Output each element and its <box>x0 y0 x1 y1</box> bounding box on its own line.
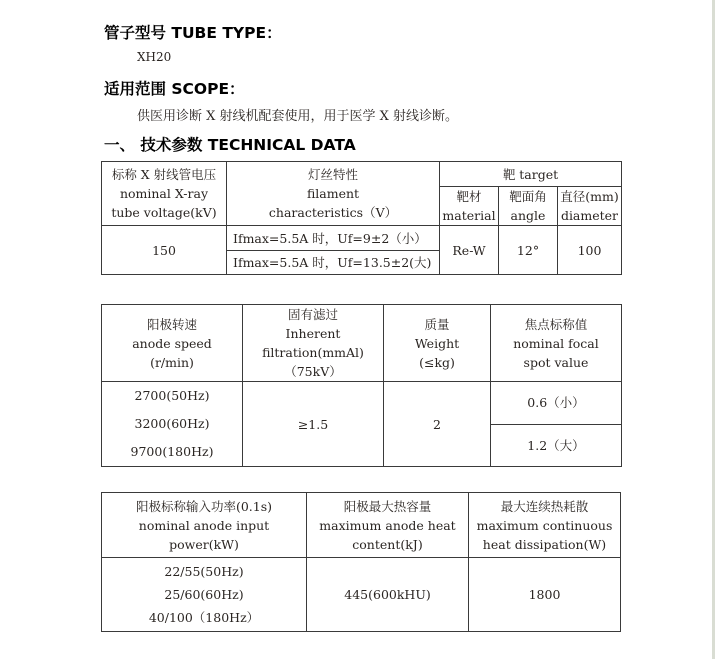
tube-type-heading: 管子型号 TUBE TYPE： <box>104 24 282 42</box>
page-edge-scrollbar <box>712 0 715 659</box>
technical-data-heading: 一、 技术参数 TECHNICAL DATA <box>104 136 356 154</box>
header-angle: 靶面角 angle <box>499 187 558 226</box>
header-weight: 质量 Weight (≤kg) <box>384 305 491 382</box>
cell-anode-input-powers: 22/55(50Hz) 25/60(60Hz) 40/100（180Hz） <box>102 558 307 632</box>
cell-focal-small: 0.6（小） <box>491 382 622 425</box>
anode-power-heat-table <box>101 492 621 632</box>
tube-voltage-filament-target-table <box>101 161 622 275</box>
header-filtration: 固有滤过 Inherent filtration(mmAl) （75kV） <box>243 305 384 382</box>
cell-voltage: 150 <box>102 226 227 275</box>
header-filament: 灯丝特性 filament characteristics（V） <box>227 162 440 226</box>
header-material: 靶材 material <box>440 187 499 226</box>
cell-heat-content: 445(600kHU) <box>307 558 469 632</box>
header-diameter: 直径(mm) diameter <box>558 187 622 226</box>
cell-material: Re-W <box>440 226 499 275</box>
cell-focal-large: 1.2（大） <box>491 424 622 467</box>
cell-anode-speeds: 2700(50Hz) 3200(60Hz) 9700(180Hz) <box>102 382 243 467</box>
cell-diameter: 100 <box>558 226 622 275</box>
cell-filtration: ≥1.5 <box>243 382 384 467</box>
header-target: 靶 target <box>440 162 622 187</box>
anode-speed-filtration-weight-focal-table <box>101 304 622 467</box>
cell-weight: 2 <box>384 382 491 467</box>
cell-filament-small: Ifmax=5.5A 时，Uf=9±2（小） <box>227 226 440 251</box>
tube-type-value: XH20 <box>137 50 172 64</box>
cell-filament-large: Ifmax=5.5A 时，Uf=13.5±2(大) <box>227 251 440 275</box>
cell-angle: 12° <box>499 226 558 275</box>
header-anode-input-power: 阳极标称输入功率(0.1s) nominal anode input power(kW) <box>102 493 307 558</box>
header-heat-dissipation: 最大连续热耗散 maximum continuous heat dissipation(W) <box>469 493 621 558</box>
header-anode-heat-content: 阳极最大热容量 maximum anode heat content(kJ) <box>307 493 469 558</box>
header-voltage: 标称 X 射线管电压 nominal X-ray tube voltage(kV) <box>102 162 227 226</box>
scope-text: 供医用诊断 X 射线机配套使用，用于医学 X 射线诊断。 <box>137 109 459 124</box>
scope-heading: 适用范围 SCOPE： <box>104 80 245 98</box>
header-anode-speed: 阳极转速 anode speed (r/min) <box>102 305 243 382</box>
cell-heat-dissipation: 1800 <box>469 558 621 632</box>
header-focal-spot: 焦点标称值 nominal focal spot value <box>491 305 622 382</box>
